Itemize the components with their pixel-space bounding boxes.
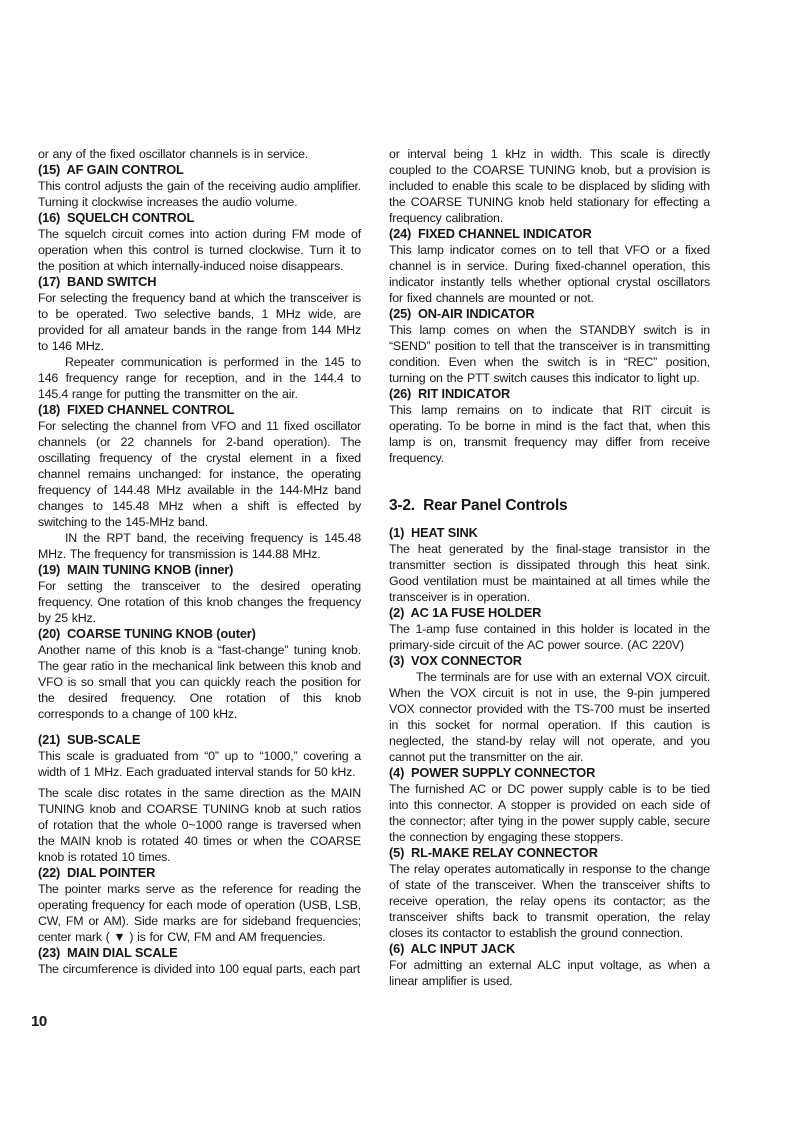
right-column: [389, 146, 710, 989]
item-heading: (4) POWER SUPPLY CONNECTOR: [389, 765, 596, 780]
paragraph: IN the RPT band, the receiving frequency is 145.48 MHz. The frequency for transmission is 144.88 MHz.: [38, 531, 361, 561]
item-heading: (2) AC 1A FUSE HOLDER: [389, 605, 542, 620]
paragraph: The pointer marks serve as the reference for reading the operating frequency for each mode of operation (USB, LSB, CW, FM or AM). Side marks are for sideband frequencies; center mark ( ▼ ) is for CW, FM and AM frequencies.: [38, 882, 361, 944]
item-heading: (19) MAIN TUNING KNOB (inner): [38, 562, 234, 577]
paragraph: This scale is graduated from “0” up to “1000,” covering a width of 1 MHz. Each graduated interval stands for 50 kHz.: [38, 749, 361, 779]
page-number: 10: [31, 1013, 47, 1030]
item-heading: (15) AF GAIN CONTROL: [38, 162, 184, 177]
paragraph: The relay operates automatically in response to the change of state of the transceiver. When the transceiver shifts to receive operation, the relay opens its contactor; as the transceiver shifts back to transmit operation, the relay closes its contactor to establish the ground connection.: [389, 862, 710, 940]
item-heading: (21) SUB-SCALE: [38, 732, 141, 747]
section-heading: 3-2. Rear Panel Controls: [389, 497, 568, 514]
item-heading: (5) RL-MAKE RELAY CONNECTOR: [389, 845, 598, 860]
paragraph: The terminals are for use with an external VOX circuit. When the VOX circuit is not in use, the 9-pin jumpered VOX connector provided with the TS-700 must be inserted in this socket for normal operation. If this caution is neglected, the stand-by relay will not operate, and you cannot put the transmitter on the air.: [389, 670, 710, 764]
paragraph: For selecting the frequency band at which the transceiver is to be operated. Two selective bands, 1 MHz wide, are provided for all amateur bands in the range from 144 MHz to 146 MHz.: [38, 291, 361, 353]
item-heading: (23) MAIN DIAL SCALE: [38, 945, 178, 960]
text-line: or any of the fixed oscillator channels is in service.: [38, 147, 309, 161]
item-heading: (18) FIXED CHANNEL CONTROL: [38, 402, 235, 417]
left-column: [38, 146, 361, 977]
text-line: The circumference is divided into 100 equal parts, each part: [38, 962, 360, 976]
item-heading: (20) COARSE TUNING KNOB (outer): [38, 626, 256, 641]
paragraph: The furnished AC or DC power supply cable is to be tied into this connector. A stopper is provided on each side of the connector; after tying in the power supply cable, secure the connection by engaging these stoppers.: [389, 782, 710, 844]
paragraph: This control adjusts the gain of the receiving audio amplifier. Turning it clockwise increases the audio volume.: [38, 179, 361, 209]
paragraph: The heat generated by the final-stage transistor in the transmitter section is dissipated through this heat sink. Good ventilation must be maintained at all times while the transceiver is in operation.: [389, 542, 710, 604]
item-heading: (24) FIXED CHANNEL INDICATOR: [389, 226, 592, 241]
item-heading: (25) ON-AIR INDICATOR: [389, 306, 535, 321]
paragraph: For selecting the channel from VFO and 11 fixed oscillator channels (or 22 channels for 2-band operation). The oscillating frequency of the crystal element in a fixed channel remains unchanged: for instance, the operating frequency of 144.48 MHz available in the 144-MHz band changes to 145.48 MHz when a shift is effected by switching to the 145-MHz band.: [38, 419, 361, 529]
paragraph: The 1-amp fuse contained in this holder is located in the primary-side circuit of the AC power source. (AC 220V): [389, 622, 710, 652]
paragraph: The scale disc rotates in the same direction as the MAIN TUNING knob and COARSE TUNING knob at such ratios of rotation that the whole 0~1000 range is traversed when the MAIN knob is rotated 40 times or when the COARSE knob is rotated 10 times.: [38, 786, 361, 864]
paragraph: Another name of this knob is a “fast-change” tuning knob. The gear ratio in the mechanical link between this knob and VFO is so small that you can quickly reach the position for the desired frequency. One rotation of this knob corresponds to a change of 100 kHz.: [38, 643, 361, 721]
item-heading: (6) ALC INPUT JACK: [389, 941, 516, 956]
item-heading: (26) RIT INDICATOR: [389, 386, 511, 401]
item-heading: (17) BAND SWITCH: [38, 274, 157, 289]
paragraph: This lamp remains on to indicate that RIT circuit is operating. To be borne in mind is the fact that, when this lamp is on, transmit frequency may differ from receive frequency.: [389, 403, 710, 465]
paragraph: This lamp indicator comes on to tell that VFO or a fixed channel is in service. During fixed-channel operation, this indicator instantly tells whether optional crystal oscillators for fixed channels are mounted or not.: [389, 243, 710, 305]
item-heading: (16) SQUELCH CONTROL: [38, 210, 195, 225]
item-heading: (1) HEAT SINK: [389, 525, 478, 540]
paragraph: or interval being 1 kHz in width. This scale is directly coupled to the COARSE TUNING knob, but a provision is included to enable this scale to be displaced by sliding with the COARSE TUNING knob held stationary for effecting a frequency calibration.: [389, 147, 710, 225]
item-heading: (22) DIAL POINTER: [38, 865, 156, 880]
item-heading: (3) VOX CONNECTOR: [389, 653, 522, 668]
paragraph: This lamp comes on when the STANDBY switch is in “SEND” position to tell that the transceiver is in transmitting condition. Even when the switch is in “REC” position, turning on the PTT switch causes this indicator to light up.: [389, 323, 710, 385]
paragraph: For setting the transceiver to the desired operating frequency. One rotation of this knob changes the frequency by 25 kHz.: [38, 579, 361, 625]
paragraph: The squelch circuit comes into action during FM mode of operation when this control is turned clockwise. Turn it to the position at which internally-induced noise disappears.: [38, 227, 361, 273]
paragraph: For admitting an external ALC input voltage, as when a linear amplifier is used.: [389, 958, 710, 988]
paragraph: Repeater communication is performed in the 145 to 146 frequency range for reception, and in the 144.4 to 145.4 range for putting the transmitter on the air.: [38, 355, 361, 401]
